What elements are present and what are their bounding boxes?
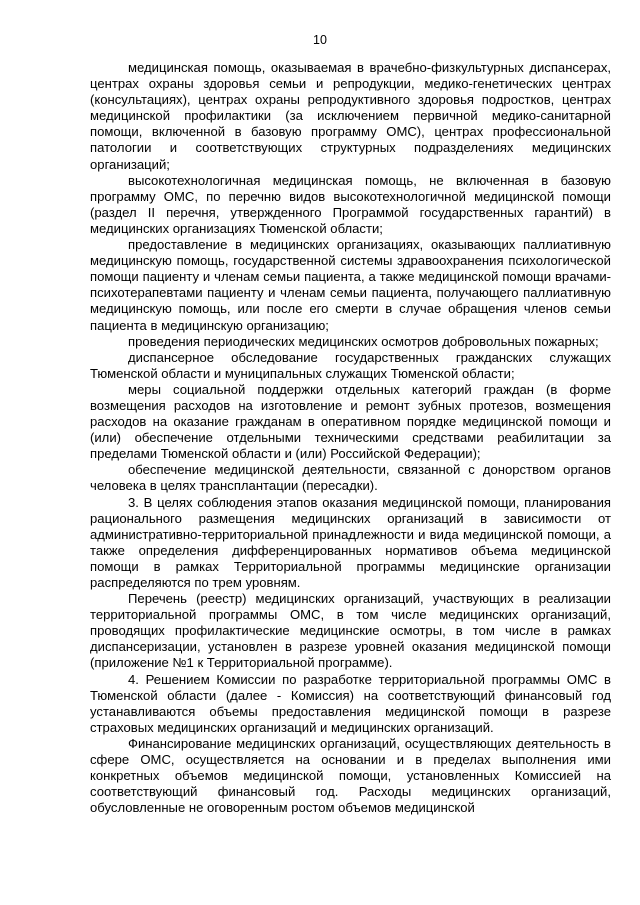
paragraph: проведения периодических медицинских осмотров добровольных пожарных; (128, 333, 599, 349)
paragraph: медицинская помощь, оказываемая в врачебно-физкультурных диспансерах, центрах охраны здоровья семьи и репродукции, медико-генетических центрах (консультациях), центрах охраны репродуктивного здоровья подростков, центрах медицинской профилактики (за исключением первичной медико-санитарной помощи, включенной в базовую программу ОМС), центрах профессиональной патологии и соответствующих структурных подразделениях медицинских организаций; (90, 60, 611, 172)
paragraph: 4. Решением Комиссии по разработке территориальной программы ОМС в Тюменской области (далее - Комиссия) на соответствующий финансовый год устанавливаются объемы предоставления медицинской помощи в разрезе страховых медицинских организаций и медицинских организаций. (90, 671, 611, 735)
page-number: 10 (313, 33, 327, 47)
paragraph: обеспечение медицинской деятельности, связанной с донорством органов человека в целях трансплантации (пересадки). (90, 462, 611, 494)
paragraph: меры социальной поддержки отдельных категорий граждан (в форме возмещения расходов на изготовление и ремонт зубных протезов, возмещения расходов на оказание гражданам в оперативном порядке медицинской помощи и (или) обеспечение отдельными техническими средствами реабилитации за пределами Тюменской области и (или) Российской Федерации); (90, 381, 611, 462)
paragraph: предоставление в медицинских организациях, оказывающих паллиативную медицинскую помощь, государственной системы здравоохранения психологической помощи пациенту и членам семьи пациента, а также медицинской помощи врачами-психотерапевтами пациенту и членам семьи пациента, получающего паллиативную медицинскую помощь, или после его смерти в случае обращения членов семьи пациента в медицинскую организацию; (90, 237, 611, 333)
document-body (90, 60, 611, 816)
paragraph: диспансерное обследование государственных гражданских служащих Тюменской области и муниципальных служащих Тюменской области; (90, 349, 611, 381)
paragraph: Финансирование медицинских организаций, осуществляющих деятельность в сфере ОМС, осуществляется на основании и в пределах выполнения ими конкретных объемов медицинской помощи, установленных Комиссией на соответствующий финансовый год. Расходы медицинских организаций, обусловленные не оговоренным ростом объемов медицинской (90, 735, 611, 816)
paragraph: высокотехнологичная медицинская помощь, не включенная в базовую программу ОМС, по перечню видов высокотехнологичной медицинской помощи (раздел II перечня, утвержденного Программой государственных гарантий) в медицинских организациях Тюменской области; (90, 172, 611, 236)
paragraph: 3. В целях соблюдения этапов оказания медицинской помощи, планирования рационального размещения медицинских организаций в зависимости от административно-территориальной принадлежности и вида медицинской помощи, а также определения дифференцированных нормативов объема медицинской помощи в рамках Территориальной программы медицинские организации распределяются по трем уровням. (90, 494, 611, 590)
paragraph: Перечень (реестр) медицинских организаций, участвующих в реализации территориальной программы ОМС, в том числе медицинских организаций, проводящих профилактические медицинские осмотры, в том числе в рамках диспансеризации, установлен в разрезе уровней оказания медицинской помощи (приложение №1 к Территориальной программе). (90, 591, 611, 671)
